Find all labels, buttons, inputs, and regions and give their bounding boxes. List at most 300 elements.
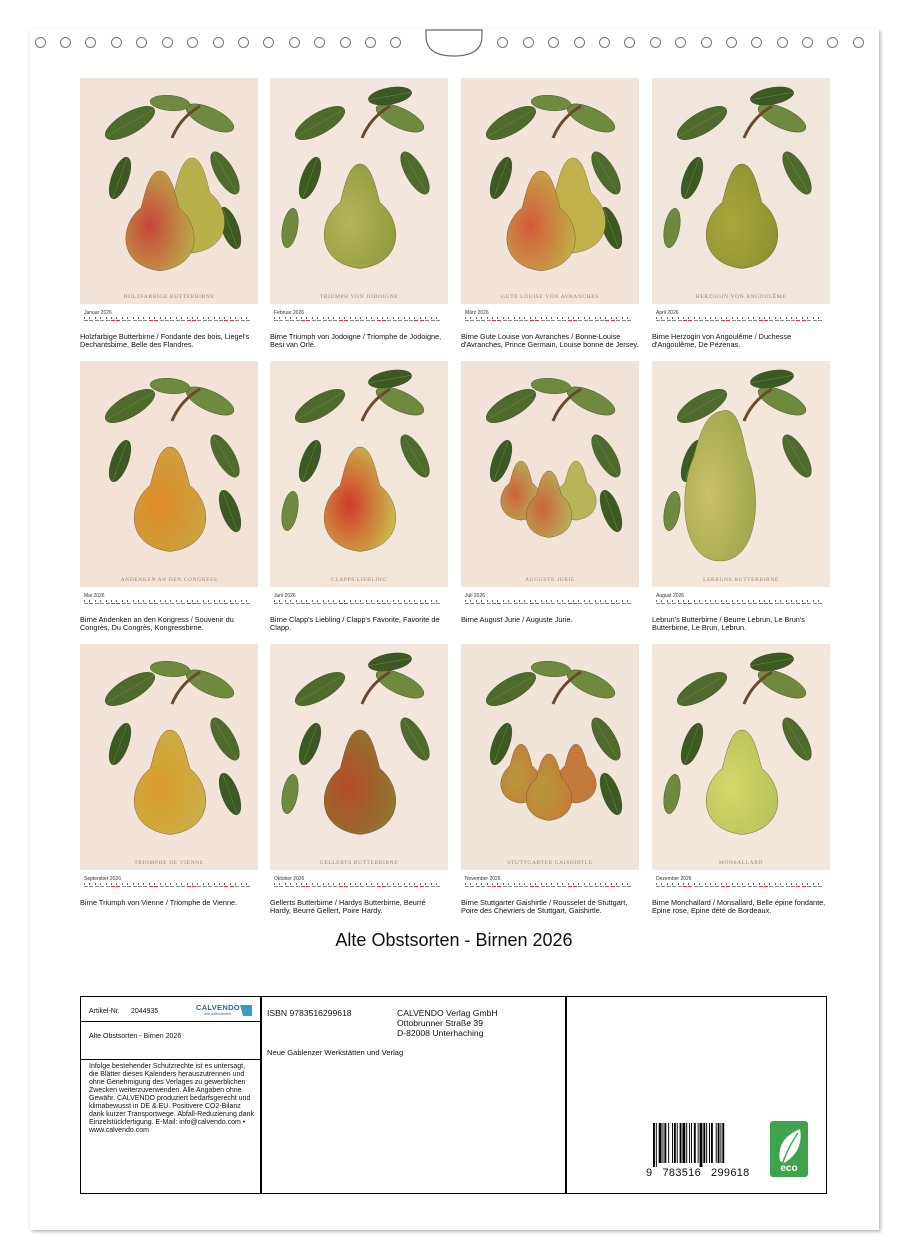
day-number [818, 603, 822, 604]
plate-caption: STUTTGARTER GAISHIRTLE [507, 860, 593, 866]
day-tick [524, 883, 525, 885]
day-number [737, 886, 741, 887]
day-number [165, 320, 169, 321]
day-tick [241, 883, 242, 885]
day-tick [290, 317, 291, 319]
day-tick [775, 600, 776, 602]
day-number [360, 886, 364, 887]
pear-drawing [461, 78, 639, 304]
day-tick [546, 600, 547, 602]
day-number [360, 603, 364, 604]
day-tick [214, 883, 215, 885]
day-tick [465, 883, 466, 885]
day-tick [149, 600, 150, 602]
day-number [519, 886, 523, 887]
day-number [312, 603, 316, 604]
day-number [296, 886, 300, 887]
day-number [371, 886, 375, 887]
day-number [492, 886, 496, 887]
day-number [160, 886, 164, 887]
day-tick [122, 600, 123, 602]
day-number [780, 320, 784, 321]
day-number [541, 603, 545, 604]
day-tick [611, 883, 612, 885]
day-number [111, 886, 115, 887]
day-tick [568, 883, 569, 885]
day-tick [818, 600, 819, 602]
binding-ring [289, 37, 300, 48]
binding-ring [650, 37, 661, 48]
day-tick [791, 600, 792, 602]
day-tick [605, 883, 606, 885]
day-tick [317, 600, 318, 602]
day-number [143, 603, 147, 604]
day-number [89, 320, 93, 321]
day-tick [622, 317, 623, 319]
month-label: Juni 2026 [274, 593, 296, 599]
calvendo-logo: CALVENDO Ihre Kalenderwelt [194, 1003, 254, 1019]
day-tick [420, 883, 421, 885]
day-number [481, 603, 485, 604]
day-tick [705, 883, 706, 885]
day-number [661, 603, 665, 604]
day-tick [323, 317, 324, 319]
day-number [818, 320, 822, 321]
day-number [487, 320, 491, 321]
binding-ring [751, 37, 762, 48]
day-number [290, 320, 294, 321]
day-tick [732, 317, 733, 319]
day-tick [562, 883, 563, 885]
day-number [656, 603, 660, 604]
day-number [404, 320, 408, 321]
day-number [535, 886, 539, 887]
day-number [285, 603, 289, 604]
day-tick [246, 883, 247, 885]
day-tick [285, 883, 286, 885]
day-tick [398, 317, 399, 319]
day-tick [154, 600, 155, 602]
day-number [595, 603, 599, 604]
month-label: März 2026 [465, 310, 489, 316]
day-tick [557, 600, 558, 602]
day-tick [235, 600, 236, 602]
day-tick [203, 600, 204, 602]
day-tick [492, 600, 493, 602]
plate-caption: LEBRUNS BUTTERBIRNE [703, 577, 779, 583]
legal-text: Infolge bestehender Schutzrechte ist es untersagt, die Blätter dieses Kalenders herauszutrennen und ohne Genehmigung des Verlages zu gewerblichen Zwecken weiterzuverwenden. Alle Angaben ohne Gewähr. CALVENDO produziert bedarfsgerecht und klimabewusst in DE & EU. Positivere CO2-Bilanz dank kurzer Transportwege. Abfall-Reduzierung dank Einzelstückfertigung. E-Mail: info@calvendo.com • www.calvendo.com [89, 1063, 254, 1134]
day-number [89, 603, 93, 604]
day-number [382, 603, 386, 604]
day-tick [786, 317, 787, 319]
day-number [431, 320, 435, 321]
day-tick [481, 317, 482, 319]
day-tick [170, 600, 171, 602]
month-label: Juli 2026 [465, 593, 486, 599]
day-tick [546, 317, 547, 319]
day-tick [425, 883, 426, 885]
day-number [393, 886, 397, 887]
day-number [622, 886, 626, 887]
day-tick [414, 600, 415, 602]
variety-description: Birne Herzogin von Angoulême / Duchesse d'Angoulême, De Pézenas. [652, 332, 792, 350]
binding-ring [340, 37, 351, 48]
day-number [111, 603, 115, 604]
day-number [344, 603, 348, 604]
variety-description: Birne Gute Louise von Avranches / Bonne-Louise d'Avranches, Prince Germain, Louise bonne de Jersey. [461, 332, 639, 350]
day-number [524, 603, 528, 604]
month-cell [80, 78, 258, 378]
day-number [176, 886, 180, 887]
day-strip [656, 317, 826, 323]
day-number [312, 320, 316, 321]
day-tick [339, 317, 340, 319]
day-number [224, 320, 228, 321]
day-tick [409, 317, 410, 319]
day-number [344, 886, 348, 887]
day-number [420, 886, 424, 887]
day-tick [176, 883, 177, 885]
month-label: Januar 2026 [84, 310, 112, 316]
day-number [149, 603, 153, 604]
binding-ring [523, 37, 534, 48]
day-tick [742, 600, 743, 602]
day-number [656, 320, 660, 321]
day-tick [274, 317, 275, 319]
day-tick [573, 317, 574, 319]
binding-ring [136, 37, 147, 48]
day-number [802, 886, 806, 887]
day-number [208, 886, 212, 887]
day-tick [487, 600, 488, 602]
day-tick [503, 317, 504, 319]
variety-description: Birne Stuttgarter Gaishirtle / Rousselet de Stuttgart, Poire des Chevriers de Stuttgart, Gaishirtle. [461, 898, 628, 916]
day-number [339, 886, 343, 887]
day-number [230, 603, 234, 604]
day-number [192, 603, 196, 604]
day-tick [116, 883, 117, 885]
day-number [775, 320, 779, 321]
day-tick [503, 883, 504, 885]
day-number [780, 603, 784, 604]
day-tick [562, 600, 563, 602]
day-number [84, 320, 88, 321]
day-tick [656, 600, 657, 602]
day-tick [551, 883, 552, 885]
day-number [688, 320, 692, 321]
variety-description: Birne Andenken an den Kongress / Souvenir du Congrès, Du Congrès, Kongressbirne. [80, 615, 234, 633]
day-number [333, 320, 337, 321]
day-number [425, 320, 429, 321]
day-number [339, 603, 343, 604]
day-number [667, 886, 671, 887]
day-number [306, 603, 310, 604]
day-number [616, 886, 620, 887]
day-number [425, 886, 429, 887]
day-tick [208, 317, 209, 319]
day-number [323, 320, 327, 321]
day-number [149, 886, 153, 887]
day-tick [667, 317, 668, 319]
day-tick [627, 883, 628, 885]
day-number [219, 603, 223, 604]
day-number [541, 886, 545, 887]
day-number [726, 886, 730, 887]
day-tick [133, 600, 134, 602]
day-number [143, 886, 147, 887]
day-number [241, 320, 245, 321]
pear-illustration [80, 361, 258, 587]
day-tick [535, 600, 536, 602]
day-number [672, 320, 676, 321]
day-number [290, 603, 294, 604]
day-tick [116, 600, 117, 602]
day-number [279, 886, 283, 887]
plate-caption: ANDENKEN AN DEN CONGRESS [120, 577, 218, 583]
day-number [535, 320, 539, 321]
pear-drawing [270, 644, 448, 870]
day-tick [568, 600, 569, 602]
day-number [100, 320, 104, 321]
pear-illustration [80, 644, 258, 870]
day-number [377, 603, 381, 604]
day-tick [219, 883, 220, 885]
day-tick [84, 883, 85, 885]
day-tick [214, 317, 215, 319]
day-tick [241, 600, 242, 602]
day-tick [737, 317, 738, 319]
day-number [627, 603, 631, 604]
day-tick [306, 600, 307, 602]
day-number [562, 886, 566, 887]
day-number [366, 603, 370, 604]
plate-caption: TRIOMPHE DE VIENNE [134, 860, 204, 866]
day-tick [235, 883, 236, 885]
day-tick [497, 883, 498, 885]
binding-ring [35, 37, 46, 48]
day-tick [360, 317, 361, 319]
day-tick [573, 600, 574, 602]
day-number [775, 886, 779, 887]
day-tick [753, 317, 754, 319]
day-number [431, 886, 435, 887]
month-cell [461, 361, 639, 661]
month-cell [461, 78, 639, 378]
day-number [796, 320, 800, 321]
pear-drawing [652, 361, 830, 587]
day-tick [595, 317, 596, 319]
day-tick [780, 883, 781, 885]
day-tick [807, 883, 808, 885]
day-number [235, 603, 239, 604]
day-number [802, 603, 806, 604]
day-number [600, 603, 604, 604]
day-number [661, 320, 665, 321]
day-tick [487, 883, 488, 885]
day-tick [192, 883, 193, 885]
day-tick [568, 317, 569, 319]
day-number [106, 603, 110, 604]
day-number [246, 603, 250, 604]
day-tick [181, 883, 182, 885]
day-tick [138, 883, 139, 885]
day-number [818, 886, 822, 887]
artikel-label: Artikel-Nr. [89, 1008, 120, 1015]
day-tick [127, 317, 128, 319]
day-tick [404, 600, 405, 602]
product-title: Alte Obstsorten - Birnen 2026 [89, 1033, 182, 1040]
day-number [350, 603, 354, 604]
day-tick [672, 600, 673, 602]
day-tick [246, 600, 247, 602]
day-tick [627, 317, 628, 319]
day-tick [678, 883, 679, 885]
day-tick [160, 883, 161, 885]
variety-description: Gellerts Butterbirne / Hardys Butterbirne, Beurré Hardy, Beurré Gellert, Poire Hardy. [270, 898, 426, 916]
day-number [350, 320, 354, 321]
day-tick [497, 317, 498, 319]
day-number [323, 603, 327, 604]
day-tick [95, 317, 96, 319]
day-tick [481, 600, 482, 602]
day-tick [203, 883, 204, 885]
day-number [393, 320, 397, 321]
day-number [715, 320, 719, 321]
day-number [84, 886, 88, 887]
day-tick [465, 600, 466, 602]
day-tick [661, 317, 662, 319]
day-tick [807, 317, 808, 319]
day-number [285, 886, 289, 887]
day-number [796, 886, 800, 887]
day-tick [133, 883, 134, 885]
day-number [699, 886, 703, 887]
day-tick [710, 600, 711, 602]
day-tick [133, 317, 134, 319]
day-strip [84, 600, 254, 606]
day-tick [404, 317, 405, 319]
day-number [214, 603, 218, 604]
binding-ring [187, 37, 198, 48]
day-number [246, 886, 250, 887]
day-number [694, 603, 698, 604]
day-tick [122, 317, 123, 319]
day-number [323, 886, 327, 887]
day-number [149, 320, 153, 321]
day-number [622, 603, 626, 604]
day-number [116, 886, 120, 887]
day-tick [699, 883, 700, 885]
day-tick [541, 317, 542, 319]
day-tick [414, 317, 415, 319]
day-tick [661, 883, 662, 885]
day-number [371, 603, 375, 604]
day-number [589, 603, 593, 604]
day-tick [683, 883, 684, 885]
day-number [578, 320, 582, 321]
day-tick [290, 883, 291, 885]
month-label: August 2026 [656, 593, 685, 599]
day-tick [355, 883, 356, 885]
day-tick [165, 600, 166, 602]
day-tick [688, 317, 689, 319]
binding-ring [599, 37, 610, 48]
day-tick [436, 317, 437, 319]
day-tick [764, 883, 765, 885]
day-number [306, 320, 310, 321]
day-number [573, 603, 577, 604]
day-number [133, 886, 137, 887]
day-tick [530, 883, 531, 885]
day-number [627, 320, 631, 321]
day-tick [333, 317, 334, 319]
day-number [562, 603, 566, 604]
day-number [116, 603, 120, 604]
day-number [100, 603, 104, 604]
day-tick [578, 883, 579, 885]
day-number [476, 603, 480, 604]
day-tick [656, 883, 657, 885]
day-tick [360, 600, 361, 602]
day-tick [759, 600, 760, 602]
day-number [127, 320, 131, 321]
day-number [672, 886, 676, 887]
day-tick [476, 317, 477, 319]
day-number [176, 320, 180, 321]
day-number [508, 603, 512, 604]
day-number [616, 320, 620, 321]
day-tick [514, 317, 515, 319]
day-number [127, 886, 131, 887]
day-tick [742, 317, 743, 319]
day-number [551, 603, 555, 604]
day-tick [688, 600, 689, 602]
pear-illustration [461, 78, 639, 304]
day-tick [710, 883, 711, 885]
day-number [715, 886, 719, 887]
day-tick [791, 317, 792, 319]
day-number [274, 320, 278, 321]
day-tick [382, 317, 383, 319]
day-number [557, 603, 561, 604]
day-number [721, 320, 725, 321]
day-number [154, 603, 158, 604]
day-number [481, 320, 485, 321]
day-tick [328, 883, 329, 885]
calendar-title: Alte Obstsorten - Birnen 2026 [335, 930, 573, 950]
pear-illustration [652, 361, 830, 587]
day-tick [387, 883, 388, 885]
day-number [813, 603, 817, 604]
day-number [409, 886, 413, 887]
day-number [111, 320, 115, 321]
day-strip [274, 600, 444, 606]
day-tick [551, 600, 552, 602]
pear-illustration [270, 361, 448, 587]
variety-description: Holzfarbige Butterbirne / Fondante des bois, Liegel's Dechantsbirne, Belle des Flandres. [80, 332, 250, 350]
day-number [214, 320, 218, 321]
day-tick [366, 883, 367, 885]
day-number [791, 603, 795, 604]
binding-ring [390, 37, 401, 48]
day-number [344, 320, 348, 321]
day-number [503, 320, 507, 321]
pear-drawing [80, 644, 258, 870]
pear-drawing [461, 644, 639, 870]
day-tick [154, 883, 155, 885]
day-number [551, 320, 555, 321]
day-number [404, 603, 408, 604]
